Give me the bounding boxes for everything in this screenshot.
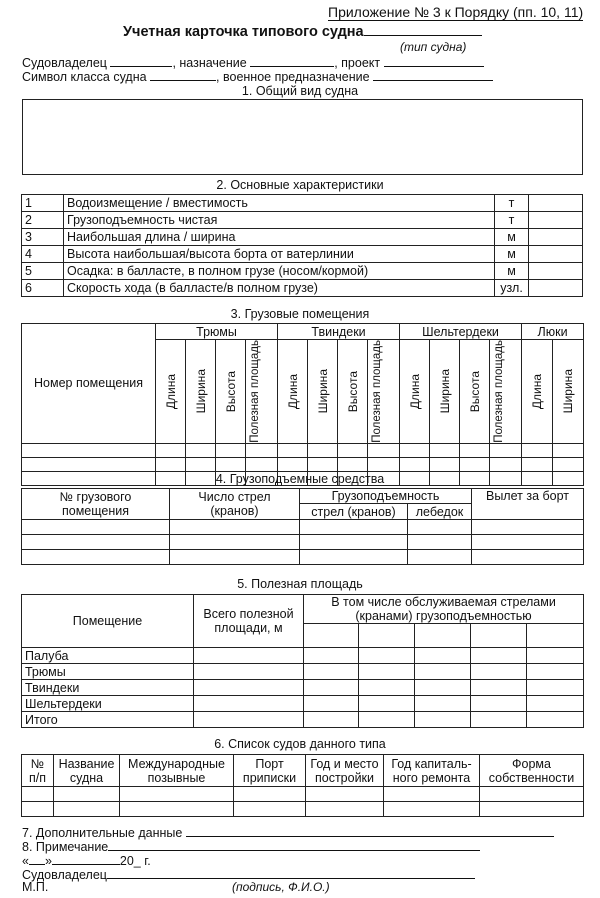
col-height: Высота <box>223 370 238 412</box>
appendix-note: Приложение № 3 к Порядку (пп. 10, 11) <box>328 4 584 20</box>
table-row: Итого <box>22 712 584 728</box>
form-title: Учетная карточка типового судна <box>123 24 482 40</box>
table-row <box>22 535 584 550</box>
room-header: Помещение <box>22 595 194 648</box>
table-row <box>22 443 584 457</box>
table-row: 6 Скорость хода (в балласте/в полном грузе) узл. <box>22 280 583 297</box>
table-row <box>22 457 584 471</box>
col-width: Ширина <box>193 369 208 414</box>
col-width: Ширина <box>437 369 452 414</box>
col-callsign: Международные позывные <box>120 755 234 787</box>
col-height: Высота <box>467 370 482 412</box>
group-holds: Трюмы <box>156 324 278 340</box>
outreach-header: Вылет за борт <box>472 489 584 520</box>
group-shelterdecks: Шельтердеки <box>400 324 522 340</box>
col-width: Ширина <box>561 369 576 414</box>
owner-purpose-project-line: Судовладелец , назначение , проект <box>22 55 484 70</box>
table-row: Твиндеки <box>22 680 584 696</box>
table-row <box>22 520 584 535</box>
table-row: 5 Осадка: в балласте, в полном грузе (носом/кормой) м <box>22 263 583 280</box>
table-row <box>22 787 584 802</box>
booms-subheader: стрел (кранов) <box>300 504 408 520</box>
ship-type-hint: (тип судна) <box>400 40 467 54</box>
col-ownership: Форма собственности <box>480 755 584 787</box>
served-area-header: В том числе обслуживаемая стрелами (кранами) грузоподъемностью <box>304 595 584 624</box>
general-view-box <box>22 99 583 175</box>
cargo-spaces-table <box>21 323 584 486</box>
col-length: Длина <box>285 373 300 409</box>
table-row: 2 Грузоподъемность чистая т <box>22 212 583 229</box>
lifting-capacity-header: Грузоподъемность <box>300 489 472 504</box>
group-tweendecks: Твиндеки <box>278 324 400 340</box>
col-height: Высота <box>345 370 360 412</box>
table-row: 1 Водоизмещение / вместимость т <box>22 195 583 212</box>
class-military-line: Символ класса судна , военное предназначение <box>22 69 493 84</box>
col-area: Полезная площадь <box>371 340 384 443</box>
col-port: Порт приписки <box>234 755 306 787</box>
col-length: Длина <box>163 373 178 409</box>
characteristics-table <box>21 194 583 297</box>
ships-list-table <box>21 754 584 817</box>
table-row <box>22 802 584 817</box>
col-area: Полезная площадь <box>493 340 506 443</box>
section4-title: 4. Грузоподъемные средства <box>215 472 385 486</box>
table-row <box>22 550 584 565</box>
winches-subheader: лебедок <box>408 504 472 520</box>
col-num: № п/п <box>22 755 54 787</box>
section5-title: 5. Полезная площадь <box>237 577 363 591</box>
useful-area-table <box>21 594 584 728</box>
boom-count-header: Число стрел (кранов) <box>170 489 300 520</box>
col-area: Полезная площадь <box>249 340 261 443</box>
table-row: Палуба <box>22 648 584 664</box>
stamp-label: М.П. <box>22 880 49 894</box>
lifting-equipment-table <box>21 488 584 565</box>
col-ship-name: Название судна <box>54 755 120 787</box>
cargo-room-number-header: № грузового помещения <box>22 489 170 520</box>
total-area-header: Всего полезной площади, м <box>194 595 304 648</box>
col-length: Длина <box>530 373 545 409</box>
col-repair: Год капиталь-ного ремонта <box>384 755 480 787</box>
table-row: 4 Высота наибольшая/высота борта от ватерлинии м <box>22 246 583 263</box>
owner-sign-line: Судовладелец <box>22 867 475 882</box>
signature-hint: (подпись, Ф.И.О.) <box>232 880 330 894</box>
section3-title: 3. Грузовые помещения <box>230 307 370 321</box>
table-row: Трюмы <box>22 664 584 680</box>
section6-title: 6. Список судов данного типа <box>214 737 386 751</box>
additional-data-line: 7. Дополнительные данные <box>22 825 554 840</box>
col-built: Год и место постройки <box>306 755 384 787</box>
table-row: 3 Наибольшая длина / ширина м <box>22 229 583 246</box>
table-row: Шельтердеки <box>22 696 584 712</box>
col-width: Ширина <box>315 369 330 414</box>
section1-title: 1. Общий вид судна <box>241 84 359 98</box>
section2-title: 2. Основные характеристики <box>216 178 384 192</box>
room-number-header: Номер помещения <box>22 324 156 444</box>
note-line: 8. Примечание <box>22 839 480 854</box>
date-line: « » 20_ г. <box>22 854 151 868</box>
col-length: Длина <box>407 373 422 409</box>
group-hatches: Люки <box>522 324 584 340</box>
